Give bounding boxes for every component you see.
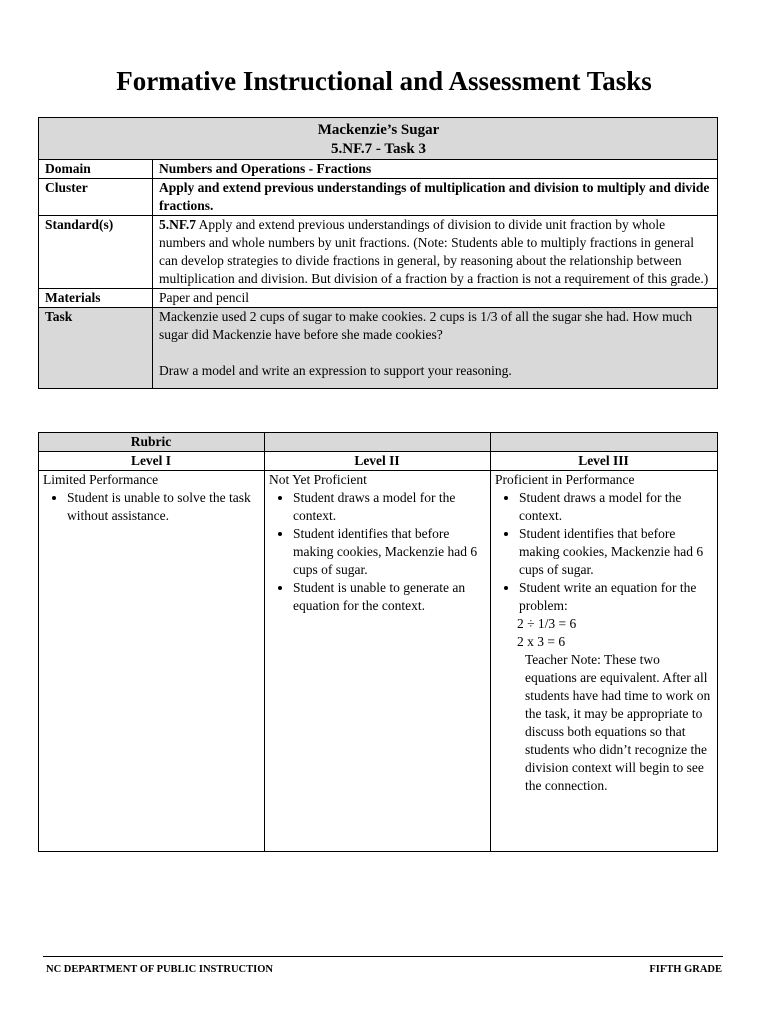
level-1-list [43,489,259,525]
materials-row [39,289,718,308]
level-2-label: Level II [265,452,491,471]
task-row [39,308,718,389]
task-label: Task [39,308,153,389]
rubric-header: Rubric [39,433,265,452]
rubric-header-blank-3 [491,433,718,452]
materials-value: Paper and pencil [153,289,718,308]
list-item: • Student draws a model for the context. [519,489,712,525]
task-header [39,118,718,160]
domain-row [39,160,718,179]
standards-text: Apply and extend previous understandings of division to divide unit fraction by whole numbers and whole numbers by unit fractions. (Note: Students able to multiply fractions in general can develop strategies to divide fractions in general, by reasoning about the relationship between multiplication and division. But division of a fraction by a fraction is not a requirement of this grade.) [159,217,709,286]
standards-code: 5.NF.7 [159,217,197,232]
list-item: • Student identifies that before making cookies, Mackenzie had 6 cups of sugar. [293,525,485,579]
standards-row [39,216,718,289]
page-title: Formative Instructional and Assessment Tasks [116,66,652,96]
cluster-row [39,179,718,216]
footer-department: NC DEPARTMENT OF PUBLIC INSTRUCTION [46,964,273,975]
level-3-performance: Proficient in Performance [495,472,635,487]
level-3-cell [491,471,718,852]
task-table [38,117,718,389]
list-item: • Student draws a model for the context. [293,489,485,525]
level-1-performance: Limited Performance [43,472,159,487]
task-header-row [39,118,718,160]
task-value [153,308,718,389]
level-2-list [269,489,485,615]
list-item: • Student identifies that before making cookies, Mackenzie had 6 cups of sugar. [519,525,712,579]
level-2-cell [265,471,491,852]
rubric-header-blank-2 [265,433,491,452]
task-code: 5.NF.7 - Task 3 [331,141,426,157]
rubric-level-row [39,452,718,471]
standards-label: Standard(s) [39,216,153,289]
teacher-note: Teacher Note: These two equations are equivalent. After all students have had time to work on the task, it may be appropriate to discuss both equations so that students who didn’t recognize the division context will begin to see the connection. [525,652,711,793]
task-title: Mackenzie’s Sugar [317,122,440,138]
domain-value: Numbers and Operations - Fractions [153,160,718,179]
level-1-cell [39,471,265,852]
equation-multiplication: 2 x 3 = 6 [517,634,566,649]
list-item: • Student is unable to generate an equation for the context. [293,579,485,615]
level-3-label: Level III [491,452,718,471]
standards-value [153,216,718,289]
rubric-table [38,432,718,852]
materials-label: Materials [39,289,153,308]
footer-grade: FIFTH GRADE [649,964,722,975]
level-2-performance: Not Yet Proficient [269,472,367,487]
task-instruction: Draw a model and write an expression to support your reasoning. [159,363,512,378]
cluster-value: Apply and extend previous understandings of multiplication and division to multiply and divide fractions. [153,179,718,216]
task-question: Mackenzie used 2 cups of sugar to make cookies. 2 cups is 1/3 of all the sugar she had. How much sugar did Mackenzie have before she made cookies? [159,309,693,342]
equation-division: 2 ÷ 1/3 = 6 [517,616,577,631]
footer-divider [43,956,723,957]
level-3-list [495,489,712,615]
list-item: • Student write an equation for the problem: [519,579,712,615]
cluster-label: Cluster [39,179,153,216]
rubric-header-row [39,433,718,452]
level-1-label: Level I [39,452,265,471]
rubric-content-row [39,471,718,852]
list-item: • Student is unable to solve the task without assistance. [67,489,259,525]
domain-label: Domain [39,160,153,179]
